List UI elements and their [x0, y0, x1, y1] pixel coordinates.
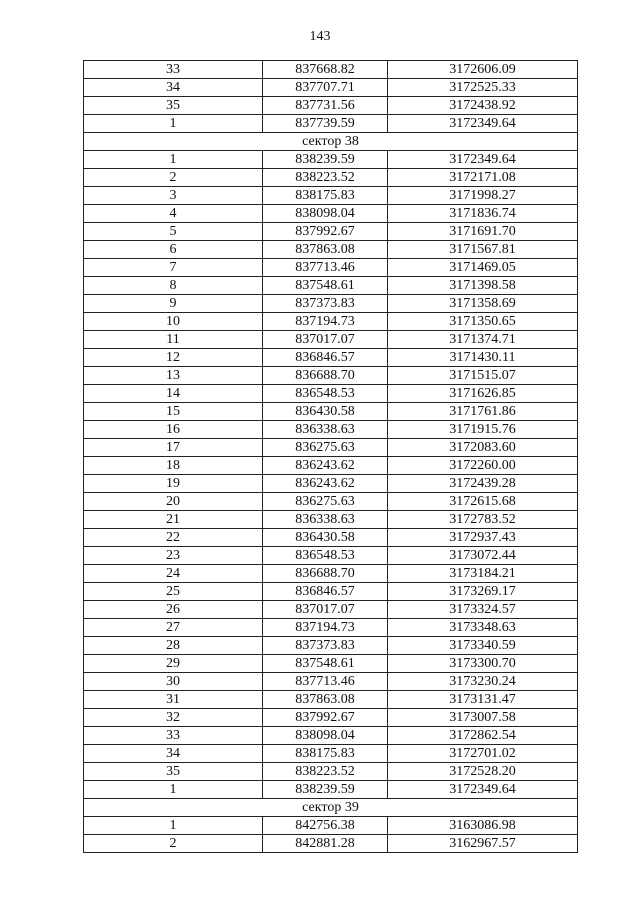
y-coordinate-cell: 3172439.28 — [388, 475, 578, 493]
table-row — [84, 187, 578, 205]
y-coordinate-cell: 3172606.09 — [388, 61, 578, 79]
table-row — [84, 151, 578, 169]
table-body — [84, 61, 578, 853]
x-coordinate-cell: 838098.04 — [263, 205, 388, 223]
point-number-cell: 11 — [84, 331, 263, 349]
table-row — [84, 331, 578, 349]
table-row — [84, 565, 578, 583]
x-coordinate-cell: 838175.83 — [263, 745, 388, 763]
y-coordinate-cell: 3173184.21 — [388, 565, 578, 583]
y-coordinate-cell: 3172528.20 — [388, 763, 578, 781]
table-row — [84, 475, 578, 493]
point-number-cell: 4 — [84, 205, 263, 223]
x-coordinate-cell: 838098.04 — [263, 727, 388, 745]
y-coordinate-cell: 3171358.69 — [388, 295, 578, 313]
x-coordinate-cell: 836275.63 — [263, 439, 388, 457]
point-number-cell: 34 — [84, 745, 263, 763]
y-coordinate-cell: 3172783.52 — [388, 511, 578, 529]
table-row — [84, 781, 578, 799]
y-coordinate-cell: 3172862.54 — [388, 727, 578, 745]
table-row — [84, 61, 578, 79]
x-coordinate-cell: 837739.59 — [263, 115, 388, 133]
point-number-cell: 19 — [84, 475, 263, 493]
point-number-cell: 34 — [84, 79, 263, 97]
x-coordinate-cell: 837707.71 — [263, 79, 388, 97]
y-coordinate-cell: 3172349.64 — [388, 151, 578, 169]
y-coordinate-cell: 3173131.47 — [388, 691, 578, 709]
point-number-cell: 22 — [84, 529, 263, 547]
y-coordinate-cell: 3173324.57 — [388, 601, 578, 619]
table-row — [84, 511, 578, 529]
point-number-cell: 21 — [84, 511, 263, 529]
x-coordinate-cell: 836430.58 — [263, 529, 388, 547]
table-row — [84, 655, 578, 673]
point-number-cell: 16 — [84, 421, 263, 439]
point-number-cell: 35 — [84, 97, 263, 115]
sector-header-row — [84, 799, 578, 817]
point-number-cell: 35 — [84, 763, 263, 781]
point-number-cell: 3 — [84, 187, 263, 205]
y-coordinate-cell: 3171626.85 — [388, 385, 578, 403]
point-number-cell: 17 — [84, 439, 263, 457]
table-row — [84, 115, 578, 133]
table-row — [84, 601, 578, 619]
point-number-cell: 9 — [84, 295, 263, 313]
x-coordinate-cell: 837992.67 — [263, 223, 388, 241]
y-coordinate-cell: 3172438.92 — [388, 97, 578, 115]
y-coordinate-cell: 3172615.68 — [388, 493, 578, 511]
table-row — [84, 547, 578, 565]
x-coordinate-cell: 838175.83 — [263, 187, 388, 205]
y-coordinate-cell: 3171567.81 — [388, 241, 578, 259]
point-number-cell: 33 — [84, 61, 263, 79]
point-number-cell: 24 — [84, 565, 263, 583]
sector-label: сектор 38 — [84, 133, 578, 151]
point-number-cell: 14 — [84, 385, 263, 403]
table-row — [84, 691, 578, 709]
y-coordinate-cell: 3171998.27 — [388, 187, 578, 205]
y-coordinate-cell: 3171761.86 — [388, 403, 578, 421]
x-coordinate-cell: 836430.58 — [263, 403, 388, 421]
point-number-cell: 26 — [84, 601, 263, 619]
point-number-cell: 1 — [84, 151, 263, 169]
x-coordinate-cell: 836243.62 — [263, 475, 388, 493]
point-number-cell: 29 — [84, 655, 263, 673]
point-number-cell: 15 — [84, 403, 263, 421]
point-number-cell: 23 — [84, 547, 263, 565]
y-coordinate-cell: 3171398.58 — [388, 277, 578, 295]
table-row — [84, 745, 578, 763]
table-row — [84, 457, 578, 475]
table-row — [84, 619, 578, 637]
page-number: 143 — [309, 29, 331, 44]
y-coordinate-cell: 3173230.24 — [388, 673, 578, 691]
point-number-cell: 2 — [84, 835, 263, 853]
table-row — [84, 367, 578, 385]
point-number-cell: 7 — [84, 259, 263, 277]
x-coordinate-cell: 836846.57 — [263, 583, 388, 601]
table-row — [84, 817, 578, 835]
y-coordinate-cell: 3172260.00 — [388, 457, 578, 475]
table-row — [84, 313, 578, 331]
table-row — [84, 727, 578, 745]
x-coordinate-cell: 837992.67 — [263, 709, 388, 727]
point-number-cell: 28 — [84, 637, 263, 655]
y-coordinate-cell: 3171915.76 — [388, 421, 578, 439]
x-coordinate-cell: 838223.52 — [263, 763, 388, 781]
x-coordinate-cell: 837373.83 — [263, 295, 388, 313]
y-coordinate-cell: 3173300.70 — [388, 655, 578, 673]
x-coordinate-cell: 837731.56 — [263, 97, 388, 115]
y-coordinate-cell: 3171350.65 — [388, 313, 578, 331]
y-coordinate-cell: 3171515.07 — [388, 367, 578, 385]
table-row — [84, 493, 578, 511]
y-coordinate-cell: 3171430.11 — [388, 349, 578, 367]
y-coordinate-cell: 3162967.57 — [388, 835, 578, 853]
x-coordinate-cell: 836338.63 — [263, 421, 388, 439]
y-coordinate-cell: 3172171.08 — [388, 169, 578, 187]
table-row — [84, 97, 578, 115]
x-coordinate-cell: 836846.57 — [263, 349, 388, 367]
x-coordinate-cell: 842881.28 — [263, 835, 388, 853]
y-coordinate-cell: 3173269.17 — [388, 583, 578, 601]
point-number-cell: 5 — [84, 223, 263, 241]
x-coordinate-cell: 836548.53 — [263, 547, 388, 565]
x-coordinate-cell: 838239.59 — [263, 781, 388, 799]
x-coordinate-cell: 842756.38 — [263, 817, 388, 835]
table-row — [84, 79, 578, 97]
table-row — [84, 529, 578, 547]
x-coordinate-cell: 838223.52 — [263, 169, 388, 187]
x-coordinate-cell: 837194.73 — [263, 619, 388, 637]
x-coordinate-cell: 836338.63 — [263, 511, 388, 529]
table-row — [84, 277, 578, 295]
y-coordinate-cell: 3172349.64 — [388, 781, 578, 799]
table-row — [84, 169, 578, 187]
point-number-cell: 18 — [84, 457, 263, 475]
table-row — [84, 205, 578, 223]
x-coordinate-cell: 836275.63 — [263, 493, 388, 511]
table-row — [84, 241, 578, 259]
x-coordinate-cell: 837863.08 — [263, 691, 388, 709]
x-coordinate-cell: 838239.59 — [263, 151, 388, 169]
table-row — [84, 259, 578, 277]
y-coordinate-cell: 3172937.43 — [388, 529, 578, 547]
x-coordinate-cell: 837668.82 — [263, 61, 388, 79]
point-number-cell: 1 — [84, 781, 263, 799]
x-coordinate-cell: 837548.61 — [263, 277, 388, 295]
x-coordinate-cell: 836243.62 — [263, 457, 388, 475]
y-coordinate-cell: 3173340.59 — [388, 637, 578, 655]
table-row — [84, 439, 578, 457]
point-number-cell: 31 — [84, 691, 263, 709]
y-coordinate-cell: 3173348.63 — [388, 619, 578, 637]
x-coordinate-cell: 836688.70 — [263, 367, 388, 385]
x-coordinate-cell: 836688.70 — [263, 565, 388, 583]
y-coordinate-cell: 3172701.02 — [388, 745, 578, 763]
point-number-cell: 6 — [84, 241, 263, 259]
table-row — [84, 385, 578, 403]
point-number-cell: 25 — [84, 583, 263, 601]
point-number-cell: 2 — [84, 169, 263, 187]
point-number-cell: 10 — [84, 313, 263, 331]
x-coordinate-cell: 837863.08 — [263, 241, 388, 259]
point-number-cell: 1 — [84, 817, 263, 835]
y-coordinate-cell: 3172083.60 — [388, 439, 578, 457]
table-row — [84, 637, 578, 655]
table-row — [84, 295, 578, 313]
sector-label: сектор 39 — [84, 799, 578, 817]
table-row — [84, 763, 578, 781]
x-coordinate-cell: 837373.83 — [263, 637, 388, 655]
y-coordinate-cell: 3163086.98 — [388, 817, 578, 835]
y-coordinate-cell: 3173007.58 — [388, 709, 578, 727]
y-coordinate-cell: 3171691.70 — [388, 223, 578, 241]
y-coordinate-cell: 3172525.33 — [388, 79, 578, 97]
point-number-cell: 33 — [84, 727, 263, 745]
x-coordinate-cell: 837017.07 — [263, 601, 388, 619]
y-coordinate-cell: 3171374.71 — [388, 331, 578, 349]
table-row — [84, 349, 578, 367]
table-row — [84, 421, 578, 439]
point-number-cell: 30 — [84, 673, 263, 691]
y-coordinate-cell: 3171836.74 — [388, 205, 578, 223]
sector-header-row — [84, 133, 578, 151]
table-row — [84, 709, 578, 727]
x-coordinate-cell: 836548.53 — [263, 385, 388, 403]
point-number-cell: 1 — [84, 115, 263, 133]
x-coordinate-cell: 837548.61 — [263, 655, 388, 673]
y-coordinate-cell: 3172349.64 — [388, 115, 578, 133]
point-number-cell: 20 — [84, 493, 263, 511]
table-row — [84, 223, 578, 241]
x-coordinate-cell: 837713.46 — [263, 259, 388, 277]
x-coordinate-cell: 837713.46 — [263, 673, 388, 691]
x-coordinate-cell: 837017.07 — [263, 331, 388, 349]
y-coordinate-cell: 3173072.44 — [388, 547, 578, 565]
point-number-cell: 13 — [84, 367, 263, 385]
point-number-cell: 27 — [84, 619, 263, 637]
point-number-cell: 8 — [84, 277, 263, 295]
coordinates-table — [83, 60, 578, 853]
x-coordinate-cell: 837194.73 — [263, 313, 388, 331]
table-row — [84, 403, 578, 421]
point-number-cell: 32 — [84, 709, 263, 727]
table-row — [84, 583, 578, 601]
table-row — [84, 835, 578, 853]
y-coordinate-cell: 3171469.05 — [388, 259, 578, 277]
table-row — [84, 673, 578, 691]
point-number-cell: 12 — [84, 349, 263, 367]
